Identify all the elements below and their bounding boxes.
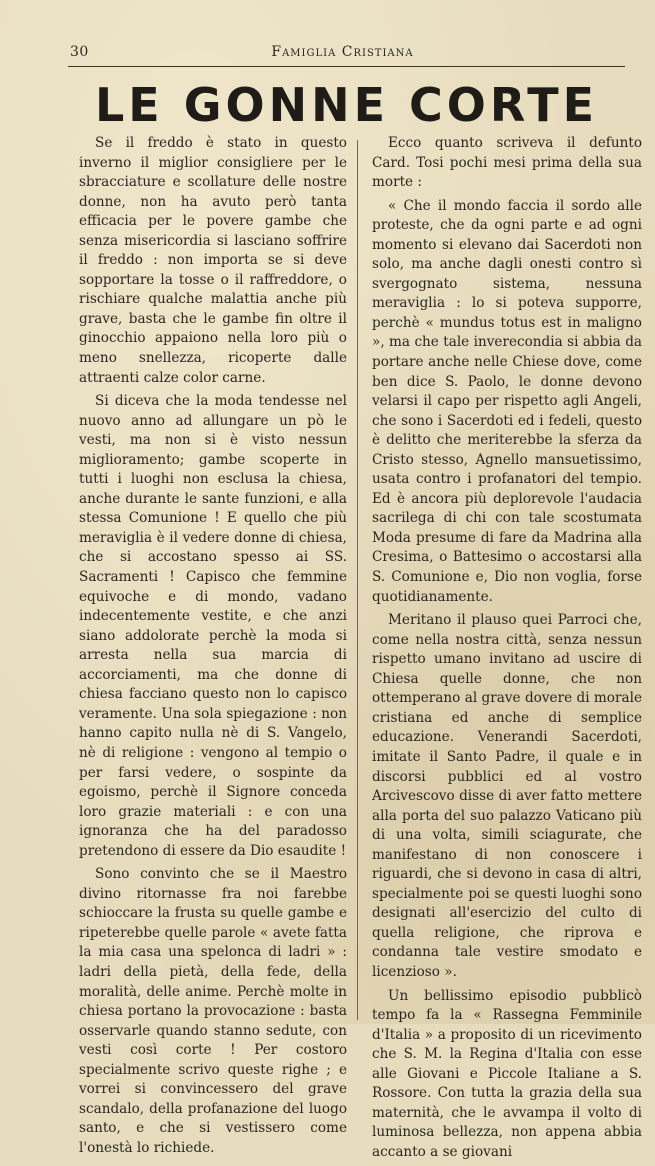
- paragraph: Si diceva che la moda tendesse nel nuovo anno ad allungare un pò le vesti, ma non si è visto nessun miglioramento; gambe scoperte in tutti i luoghi non esclusa la chiesa, anche durante le sante funzioni, e alla stessa Comunione ! E quello che più meraviglia è il vedere donne di chiesa, che si accostano spesso ai SS. Sacramenti ! Capisco che femmine equivoche e di mondo, vadano indecentemente vestite, e che anzi siano addolorate perchè la moda si arresta nella sua marcia di accorciamenti, ma che donne di chiesa facciano questo non lo capisco veramente. Una sola spiegazione : non hanno capito nulla nè di S. Vangelo, nè di religione : vengono al tempio o per farsi vedere, o sospinte da egoismo, perchè il Signore conceda loro grazie materiali : e con una ignoranza che ha del paradosso pretendono di essere da Dio esaudite !: [79, 393, 347, 859]
- left-column: [79, 134, 347, 1162]
- paragraph: Un bellissimo episodio pubblicò tempo fa la « Rassegna Femminile d'Italia » a proposito di un ricevimento che S. M. la Regina d'Italia con esse alle Giovani e Piccole Italiane a S. Rossore. Con tutta la grazia della sua maternità, che le avvampa il volto di luminosa bellezza, non appena abbia accanto a se giovani: [372, 987, 642, 1160]
- column-divider: [357, 140, 358, 1020]
- paragraph: Meritano il plauso quei Parroci che, come nella nostra città, senza nessun rispetto umano invitano ad uscire di Chiesa quelle donne, che non ottemperano al grave dovere di morale cristiana ed anche di semplice educazione. Venerandi Sacerdoti, imitate il Santo Padre, il quale e in discorsi pubblici ed al vostro Arcivescovo disse di aver fatto mettere alla porta del suo palazzo Vaticano più di una volta, simili sciagurate, che manifestano di non conoscere i riguardi, che si devono in casa di altri, specialmente poi se questi luoghi sono designati all'esercizio del culto di quella religione, che riprova e condanna tale vestire smodato e licenzioso ».: [372, 612, 642, 980]
- article-title: LE GONNE CORTE: [94, 78, 599, 132]
- page-number: 30: [70, 44, 89, 60]
- paragraph: Sono convinto che se il Maestro divino ritornasse fra noi farebbe schioccare la frusta su quelle gambe e ripeterebbe quelle parole « avete fatta la mia casa una spelonca di ladri » : ladri della pietà, della fede, della moralità, delle anime. Perchè molte in chiesa portano la provocazione : basta osservarle quando stanno sedute, con vesti così corte ! Per costoro specialmente scrivo queste righe ; e vorrei si convincessero del grave scandalo, della profanazione del luogo santo, e che si vestissero come l'onestà lo richiede.: [79, 866, 347, 1156]
- paragraph: Ecco quanto scriveva il defunto Card. Tosi pochi mesi prima della sua morte :: [372, 135, 642, 191]
- page-header: [70, 44, 615, 64]
- paragraph: « Che il mondo faccia il sordo alle proteste, che da ogni parte e ad ogni momento si elevano dai Sacerdoti non solo, ma anche dagli onesti contro sì svergognato sistema, nessuna meraviglia : lo si poteva supporre, perchè « mundus totus est in maligno », ma che tale inverecondia si abbia da portare anche nelle Chiese dove, come ben dice S. Paolo, le donne devono velarsi il capo per rispetto agli Angeli, che sono i Sacerdoti ed i fedeli, questo è delitto che meriterebbe la sferza da Cristo stesso, Agnello mansuetissimo, usata contro i profanatori del tempio. Ed è ancora più deplorevole l'audacia sacrilega di chi con tale scostumata Moda presume di fare da Madrina alla Cresima, o Battesimo o accostarsi alla S. Comunione e, Dio non voglia, forse quotidianamente.: [372, 197, 642, 605]
- header-rule: [68, 66, 625, 67]
- paragraph: Se il freddo è stato in questo inverno il miglior consigliere per le sbracciature e scollature delle nostre donne, non ha avuto però tanta efficacia per le povere gambe che senza misericordia si lasciano soffrire il freddo : non importa se si deve sopportare la tosse o il raffreddore, o rischiare qualche malattia anche più grave, basta che le gambe fin oltre il ginocchio appaiono nella loro più o meno snellezza, ricoperte dalle attraenti calze color carne.: [79, 135, 347, 386]
- running-head: Famiglia Cristiana: [271, 44, 414, 60]
- right-column: [372, 134, 642, 1166]
